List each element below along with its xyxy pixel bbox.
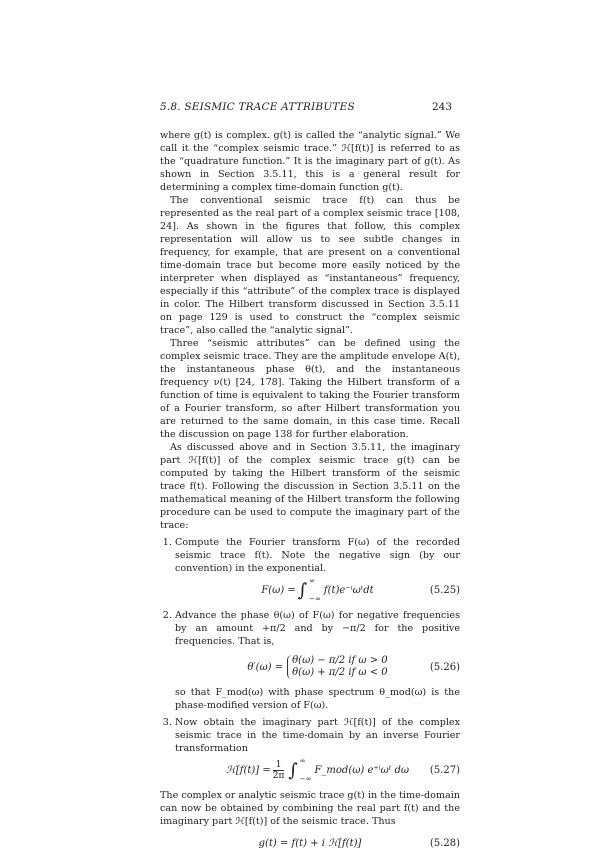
step-text: Advance the phase θ(ω) of F(ω) for negative frequencies by an amount +π/2 and by −π/2 for the positive frequencies. That is, [175, 610, 460, 647]
paragraph: where g(t) is complex. g(t) is called the “analytic signal.” We call it the “complex seismic trace.” ℋ[f(t)] is referred to as the “quadrature function.” It is the imaginary part of g(t). As shown in Section 3.5.11, this is a general result for determining a complex time-domain function g(t). [160, 130, 460, 193]
running-header: 5.8. SEISMIC TRACE ATTRIBUTES [160, 101, 355, 113]
case-negative: θ(ω) + π/2 if ω < 0 [292, 667, 388, 678]
equation-5-26 [175, 648, 460, 686]
fraction [273, 760, 285, 781]
step-after-text: so that F_mod(ω) with phase spectrum θ_mod(ω) is the phase-modified version of F(ω). [175, 687, 460, 711]
step-text: Compute the Fourier transform F(ω) of the recorded seismic trace f(t). Note the negative sign (by our convention) in the exponential. [175, 537, 460, 574]
equation-5-27 [175, 755, 460, 785]
integral-limits [300, 752, 312, 788]
equation-lhs: θ′(ω) = [247, 661, 284, 673]
equation-number: (5.27) [429, 764, 460, 776]
paragraph: The conventional seismic trace f(t) can thus be represented as the real part of a complex seismic trace [108, 24]. As shown in the figures that follow, this complex representation will allow us to see subtle changes in frequency, for example, that are present on a conventional time-domain trace but become more easily noticed by the interpreter when displayed as “instantaneous” frequency, especially if this “attribute” of the complex trace is displayed in color. The Hilbert transform discussed in Section 3.5.11 on page 129 is used to construct the “complex seismic trace”, also called the “analytic signal”. [160, 195, 460, 336]
body-text [160, 129, 460, 858]
list-item [175, 609, 460, 712]
list-item [175, 536, 460, 605]
cases-brace [287, 655, 388, 679]
upper-limit: ∞ [309, 577, 316, 585]
equation-body: g(t) = f(t) + i ℋ[f(t)] [258, 837, 362, 849]
equation-number: (5.25) [429, 584, 460, 596]
paragraph: As discussed above and in Section 3.5.11, the imaginary part ℋ[f(t)] of the complex seismic trace g(t) can be computed by taking the Hilbert transform of the seismic trace f(t). Following the discussion in Section 3.5.11 on the mathematical meaning of the Hilbert transform the following procedure can be used to compute the imaginary part of the trace: [160, 442, 460, 531]
integral-sign: ∫ [288, 759, 298, 781]
equation-rhs: f(t)e⁻ⁱωᵗdt [323, 584, 374, 596]
page-number: 243 [432, 101, 453, 113]
lower-limit: −∞ [309, 595, 321, 603]
equation-lhs: F(ω) = [261, 584, 296, 596]
procedure-list [160, 536, 460, 785]
closing-paragraph: The complex or analytic seismic trace g(t) in the time-domain can now be obtained by combining the real part f(t) and the imaginary part ℋ[f(t)] of the seismic trace. Thus [160, 790, 460, 827]
equation-5-28 [160, 828, 460, 858]
lower-limit: −∞ [299, 775, 312, 783]
equation-lhs: ℋ[f(t)] = [225, 764, 271, 776]
upper-limit: ∞ [299, 757, 306, 765]
equation-number: (5.28) [429, 837, 460, 849]
step-text: Now obtain the imaginary part ℋ[f(t)] of the complex seismic trace in the time-domain by an inverse Fourier transformation [175, 717, 460, 754]
equation-number: (5.26) [429, 661, 460, 673]
equation-5-25 [175, 575, 460, 605]
equation-rhs: F_mod(ω) e⁺ⁱωᵗ dω [314, 764, 410, 776]
integral-limits [309, 572, 321, 608]
integral-sign: ∫ [297, 579, 308, 601]
numerator: 1 [273, 760, 285, 771]
paragraph: Three “seismic attributes” can be defined using the complex seismic trace. They are the amplitude envelope A(t), the instantaneous phase θ(t), and the instantaneous frequency ν(t) [24, 178]. Taking the Hilbert transform of a function of time is equivalent to taking the Fourier transform of a Fourier transform, so after Hilbert transformation you are returned to the same domain, in this case time. Recall the discussion on page 138 for further elaboration. [160, 338, 460, 440]
denominator: 2π [272, 770, 285, 781]
case-positive: θ(ω) − π/2 if ω > 0 [292, 655, 388, 666]
list-item [175, 716, 460, 785]
